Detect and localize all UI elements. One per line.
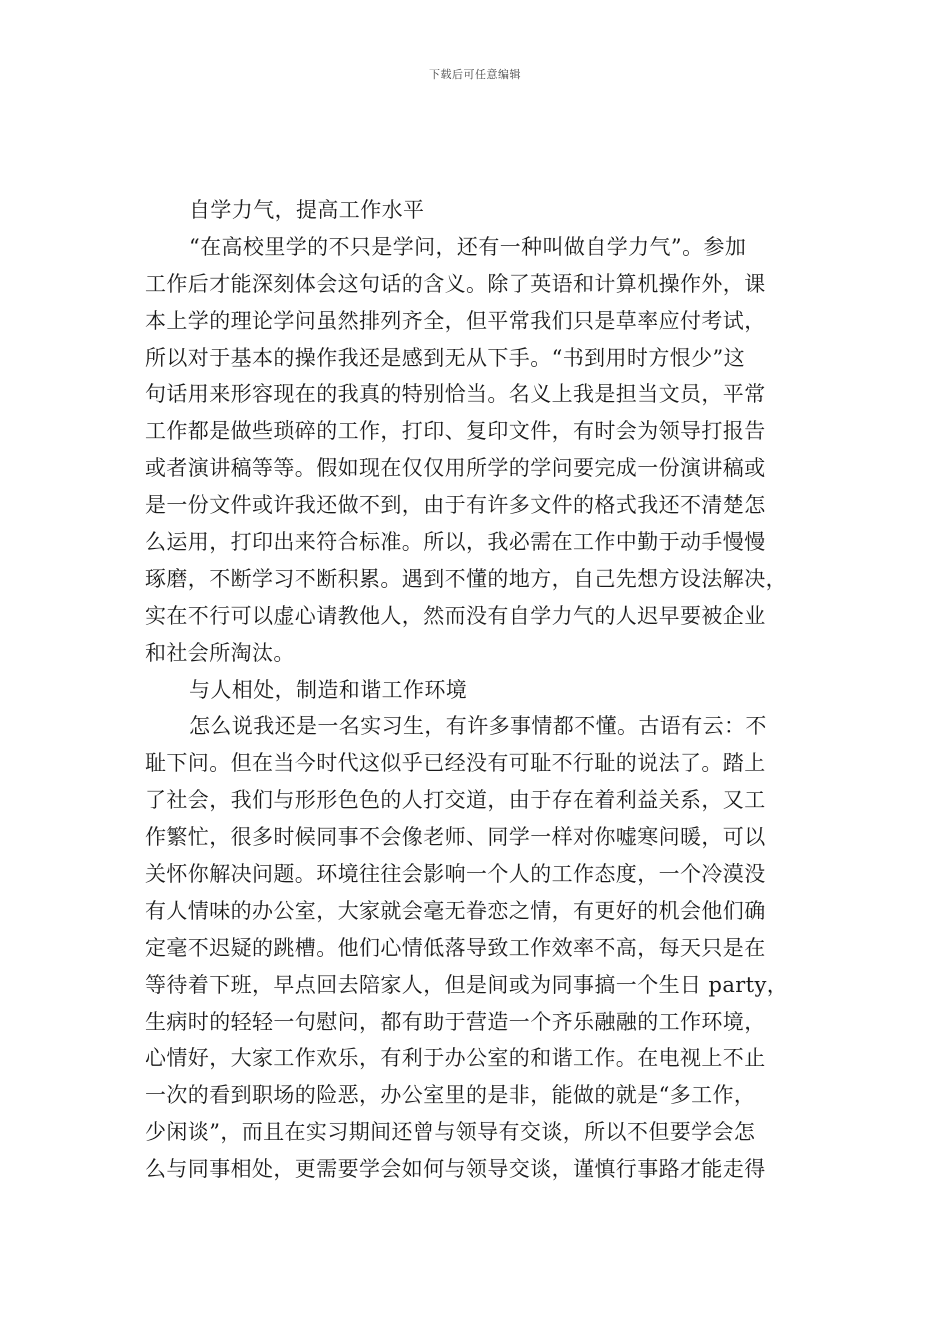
text-line: 作繁忙，很多时候同事不会像老师、同学一样对你嘘寒问暖，可以 — [145, 825, 766, 850]
text-line: 有人情味的办公室，大家就会毫无眷恋之情，有更好的机会他们确 — [145, 898, 766, 923]
text-line: 和社会所淘汰。 — [145, 640, 295, 665]
text-line: 关怀你解决问题。环境往往会影响一个人的工作态度，一个冷漠没 — [145, 862, 766, 887]
text-line: 一次的看到职场的险恶，办公室里的是非，能做的就是“多工作， — [145, 1083, 756, 1108]
text-line: 耻下问。但在当今时代这似乎已经没有可耻不行耻的说法了。踏上 — [145, 751, 766, 776]
text-line: 实在不行可以虚心请教他人，然而没有自学力气的人迟早要被企业 — [145, 603, 766, 628]
text-line: 怎么说我还是一名实习生，有许多事情都不懂。古语有云：不 — [189, 714, 767, 739]
text-line: 工作都是做些琐碎的工作，打印、复印文件，有时会为领导打报告 — [145, 419, 766, 444]
text-line: 定毫不迟疑的跳槽。他们心情低落导致工作效率不高，每天只是在 — [145, 935, 766, 960]
text-line: 么运用，打印出来符合标准。所以，我必需在工作中勤于动手慢慢 — [145, 530, 766, 555]
text-line: 琢磨，不断学习不断积累。遇到不懂的地方，自己先想方设法解决， — [145, 566, 787, 591]
text-line: 生病时的轻轻一句慰问，都有助于营造一个齐乐融融的工作环境， — [145, 1009, 766, 1034]
text-line: 是一份文件或许我还做不到，由于有许多文件的格式我还不清楚怎 — [145, 493, 766, 518]
document-body — [145, 192, 805, 1188]
text-line: 或者演讲稿等等。假如现在仅仅用所学的学问要完成一份演讲稿或 — [145, 456, 766, 481]
text-line: 本上学的理论学问虽然排列齐全，但平常我们只是草率应付考试， — [145, 308, 766, 333]
text-line: 与人相处，制造和谐工作环境 — [189, 677, 468, 702]
text-line: “在高校里学的不只是学问，还有一种叫做自学力气”。参加 — [189, 234, 747, 259]
text-line: 么与同事相处，更需要学会如何与领导交谈，谨慎行事路才能走得 — [145, 1157, 766, 1182]
text-line: 自学力气，提高工作水平 — [189, 198, 425, 222]
text-line: 少闲谈”，而且在实习期间还曾与领导有交谈，所以不但要学会怎 — [145, 1120, 756, 1145]
page-header: 下载后可任意编辑 — [429, 68, 521, 81]
text-line: 句话用来形容现在的我真的特别恰当。名义上我是担当文员，平常 — [145, 382, 766, 407]
text-line: 等待着下班，早点回去陪家人，但是间或为同事搞一个生日 party， — [145, 972, 789, 997]
text-line: 心情好，大家工作欢乐，有利于办公室的和谐工作。在电视上不止 — [145, 1046, 766, 1071]
text-line: 工作后才能深刻体会这句话的含义。除了英语和计算机操作外，课 — [145, 271, 766, 296]
text-line: 所以对于基本的操作我还是感到无从下手。“书到用时方恨少”这 — [145, 345, 746, 370]
text-line: 了社会，我们与形形色色的人打交道，由于存在着利益关系，又工 — [145, 788, 766, 813]
